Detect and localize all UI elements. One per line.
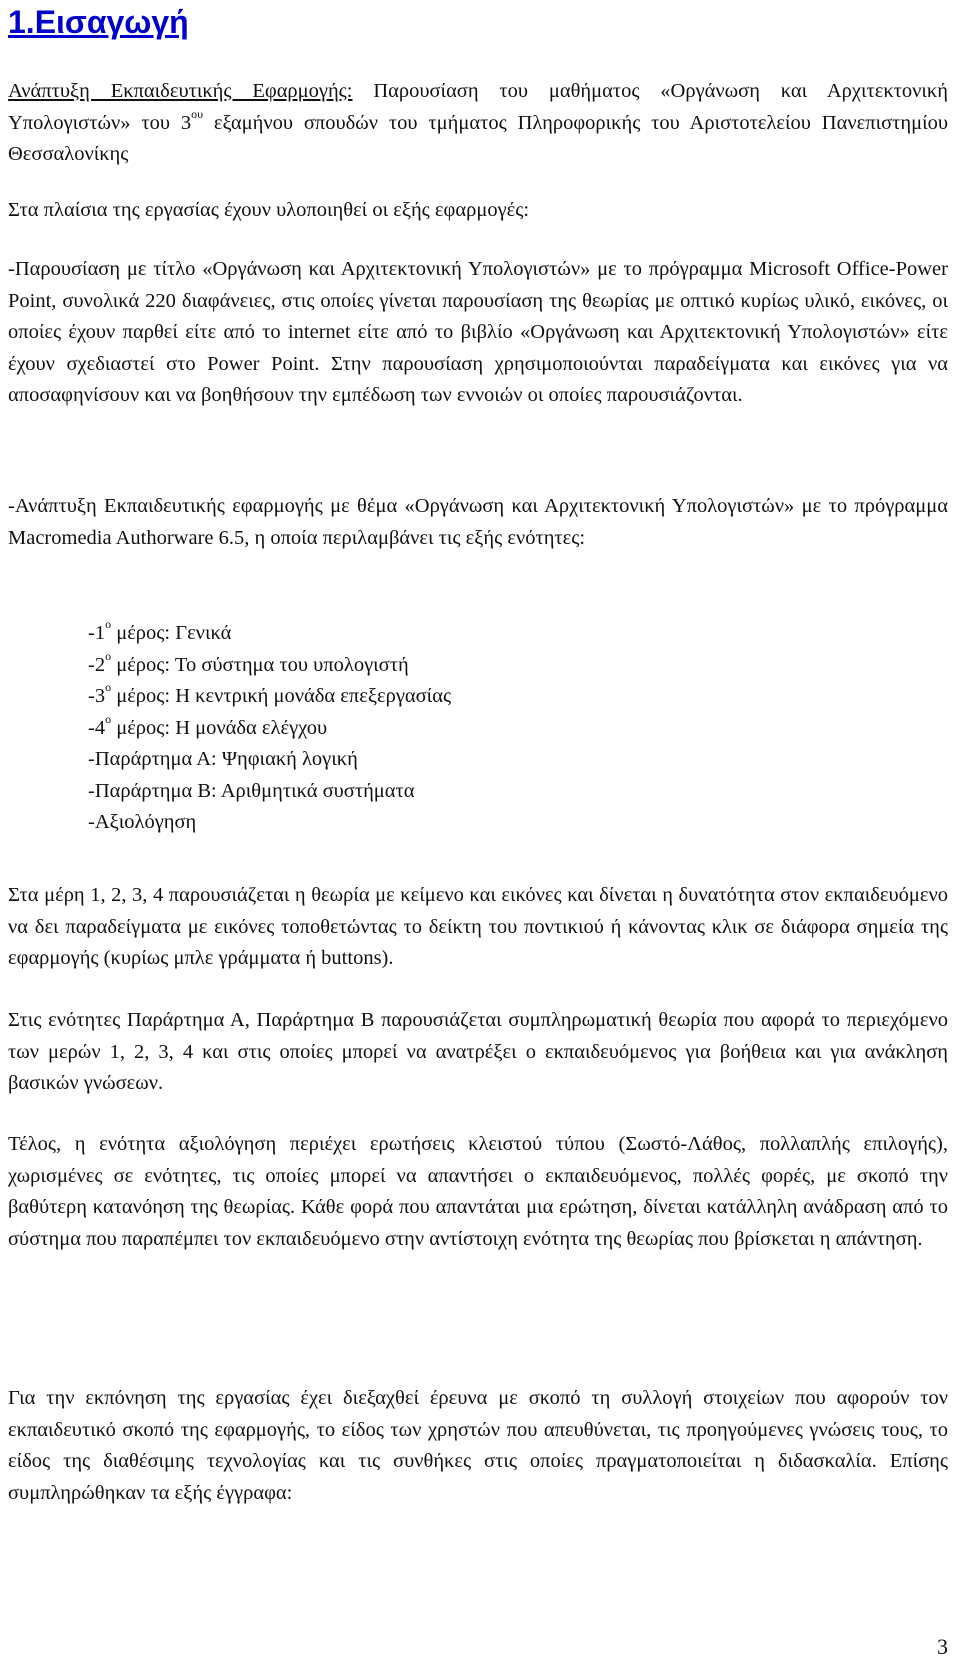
parts-paragraph: Στα μέρη 1, 2, 3, 4 παρουσιάζεται η θεωρία με κείμενο και εικόνες και δίνεται η δυνατότητα στον εκπαιδευόμενο να δει παραδείγματα με εικόνες τοποθετώντας το δείκτη του ποντικιού ή κάνοντας κλικ σε διάφορα σημεία της εφαρμογής (κυρίως μπλε γράμματα ή buttons).	[8, 884, 948, 969]
list-item: $-1^o$ μέρος: Γενικά	[88, 617, 232, 644]
page-number: 3	[937, 1634, 948, 1659]
sections-list	[88, 618, 451, 839]
research-paragraph: Για την εκπόνηση της εργασίας έχει διεξαχθεί έρευνα με σκοπό τη συλλογή στοιχείων που αφορούν τον εκπαιδευτικό σκοπό της εφαρμογής, το είδος των χρηστών που απευθύνεται, τις προηγούμενες γνώσεις τους, το είδος της διαθέσιμης τεχνολογίας και τις συνθήκες στις οποίες πραγματοποιείται η διδασκαλία. Επίσης συμπληρώθηκαν τα εξής έγγραφα:	[8, 1387, 948, 1504]
intro-superscript: ου	[191, 106, 204, 121]
appendix-paragraph: Στις ενότητες Παράρτημα Α, Παράρτημα Β παρουσιάζεται συμπληρωματική θεωρία που αφορά το περιεχόμενο των μερών 1, 2, 3, 4 και στις οποίες μπορεί να ανατρέξει ο εκπαιδευόμενος για βοήθεια και για ανάκληση βασικών γνώσεων.	[8, 1009, 948, 1094]
presentation-paragraph: -Παρουσίαση με τίτλο «Οργάνωση και Αρχιτεκτονική Υπολογιστών» με το πρόγραμμα Microsoft Office-Power Point, συνολικά 220 διαφάνειες, στις οποίες γίνεται παρουσίαση της θεωρίας με οπτικό κυρίως υλικό, εικόνες, οι οποίες έχουν παρθεί είτε από το internet είτε από το βιβλίο «Οργάνωση και Αρχιτεκτονική Υπολογιστών» είτε έχουν σχεδιαστεί στο Power Point. Στην παρουσίαση χρησιμοποιούνται παραδείγματα και εικόνες για να αποσαφηνίσουν και να βοηθήσουν την εμπέδωση των εννοιών οι οποίες παρουσιάζονται.	[8, 258, 948, 406]
intro-text-b: εξαμήνου σπουδών του τμήματος Πληροφορικής του Αριστοτελείου Πανεπιστημίου Θεσσαλονίκης	[8, 111, 949, 165]
list-item: $-4^o$ μέρος: Η μονάδα ελέγχου	[88, 711, 328, 739]
list-item: -Αξιολόγηση	[88, 811, 197, 833]
intro-text-a: Παρουσίαση του μαθήματος «Οργάνωση και Αρχιτεκτονική Υπολογιστών» του 3	[8, 80, 948, 134]
list-item: $-2^o$ μέρος: Το σύστημα του υπολογιστή	[88, 648, 409, 676]
evaluation-paragraph: Τέλος, η ενότητα αξιολόγηση περιέχει ερωτήσεις κλειστού τύπου (Σωστό-Λάθος, πολλαπλής επιλογής), χωρισμένες σε ενότητες, τις οποίες μπορεί να απαντήσει ο εκπαιδευόμενος, πολλές φορές, με σκοπό την βαθύτερη κατανόηση της θεωρίας. Κάθε φορά που απαντάται μια ερώτηση, δίνεται κατάλληλη ανάδραση από το σύστημα που παραπέμπει τον εκπαιδευόμενο στην αντίστοιχη ενότητα της θεωρίας που βρίσκεται η απάντηση.	[8, 1133, 948, 1250]
context-paragraph: Στα πλαίσια της εργασίας έχουν υλοποιηθεί οι εξής εφαρμογές:	[8, 199, 530, 221]
list-item: -Παράρτημα Α: Ψηφιακή λογική	[88, 748, 358, 770]
list-item: -Παράρτημα Β: Αριθμητικά συστήματα	[88, 779, 415, 802]
intro-paragraph	[8, 76, 948, 171]
section-heading: 1.Εισαγωγή	[8, 4, 189, 40]
intro-label: Ανάπτυξη Εκπαιδευτικής Εφαρμογής:	[8, 80, 353, 102]
authorware-paragraph: -Ανάπτυξη Εκπαιδευτικής εφαρμογής με θέμα «Οργάνωση και Αρχιτεκτονική Υπολογιστών» με το πρόγραμμα Macromedia Authorware 6.5, η οποία περιλαμβάνει τις εξής ενότητες:	[8, 495, 948, 549]
list-item: $-3^o$ μέρος: Η κεντρική μονάδα επεξεργασίας	[88, 680, 452, 707]
